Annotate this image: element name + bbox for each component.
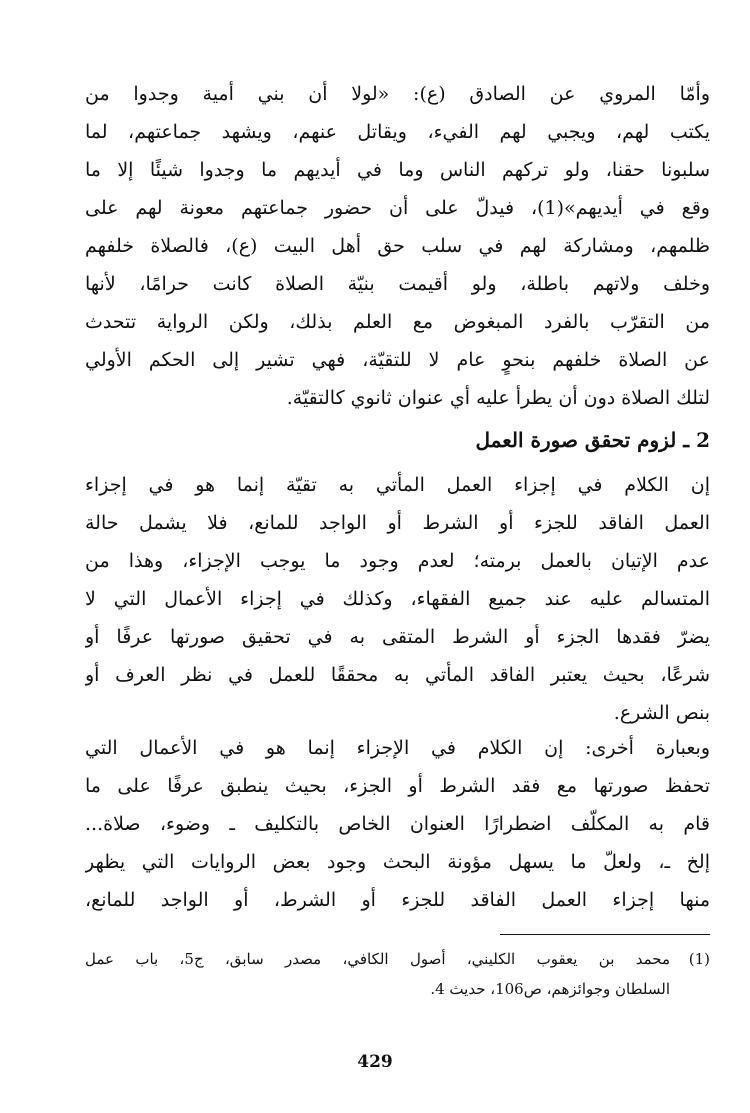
text-line: وقع في أيديهم»(1)، فيدلّ على أن حضور جماعتهم معونة لهم على	[85, 197, 710, 219]
paragraph-2	[85, 466, 710, 732]
text-line: عدم الإتيان بالعمل برمته؛ لعدم وجود ما يوجب الإجزاء، وهذا من	[85, 550, 710, 572]
footnote-text: محمد بن يعقوب الكليني، أصول الكافي، مصدر سابق، ج5، باب عمل	[85, 950, 670, 968]
footnote	[85, 944, 710, 1004]
text-line: تحفظ صورتها مع فقد الشرط أو الجزء، بحيث ينطبق عرفًا على ما	[85, 775, 710, 797]
text-line: وخلف ولاتهم باطلة، ولو أقيمت بنيّة الصلاة كانت حرامًا، لأنها	[85, 273, 710, 295]
text-line: لتلك الصلاة دون أن يطرأ عليه أي عنوان ثانوي كالتقيّة.	[286, 387, 710, 409]
section-heading: 2 ـ لزوم تحقق صورة العمل	[475, 428, 710, 452]
footnote-line	[85, 944, 710, 974]
page-number: 429	[357, 1052, 393, 1072]
text-line: إلخ ـ، ولعلّ ما يسهل مؤونة البحث وجود بعض الروايات التي يظهر	[85, 851, 710, 873]
paragraph-3	[85, 729, 710, 919]
footnote-number: (1)	[688, 950, 710, 968]
text-line: ظلمهم، ومشاركة لهم في سلب حق أهل البيت (ع)، فالصلاة خلفهم	[85, 235, 710, 257]
text-line: منها إجزاء العمل الفاقد للجزء أو الشرط، أو الواجد للمانع،	[85, 889, 710, 911]
footnote-line: السلطان وجوائزهم، ص106، حديث 4.	[430, 980, 670, 998]
text-line: يضرّ فقدها الجزء أو الشرط المتقى به في تحقيق صورتها عرفًا أو	[85, 626, 710, 648]
text-line: من التقرّب بالفرد المبغوض مع العلم بذلك، ولكن الرواية تتحدث	[85, 311, 710, 333]
paragraph-1	[85, 75, 710, 417]
text-line: يكتب لهم، ويجبي لهم الفيء، ويقاتل عنهم، ويشهد جماعتهم، لما	[85, 121, 710, 143]
text-line: سلبونا حقنا، ولو تركهم الناس وما في أيديهم ما وجدوا شيئًا إلا ما	[85, 159, 710, 181]
text-line: وبعبارة أخرى: إن الكلام في الإجزاء إنما هو في الأعمال التي	[85, 737, 710, 759]
text-line: قام به المكلّف اضطرارًا العنوان الخاص بالتكليف ـ وضوء، صلاة...	[85, 813, 710, 835]
footnote-separator	[500, 934, 710, 935]
text-line: إن الكلام في إجزاء العمل المأتي به تقيّة إنما هو في إجزاء	[85, 474, 710, 496]
text-line: عن الصلاة خلفهم بنحوٍ عام لا للتقيّة، فهي تشير إلى الحكم الأولي	[85, 349, 710, 371]
text-line: وأمّا المروي عن الصادق (ع): «لولا أن بني أمية وجدوا من	[85, 83, 710, 105]
text-line: شرعًا، بحيث يعتبر الفاقد المأتي به محققًا للعمل في نظر العرف أو	[85, 664, 710, 686]
text-line: المتسالم عليه عند جميع الفقهاء، وكذلك في إجزاء الأعمال التي لا	[85, 588, 710, 610]
text-line: بنص الشرع.	[613, 702, 710, 724]
text-line: العمل الفاقد للجزء أو الشرط أو الواجد للمانع، فلا يشمل حالة	[85, 512, 710, 534]
